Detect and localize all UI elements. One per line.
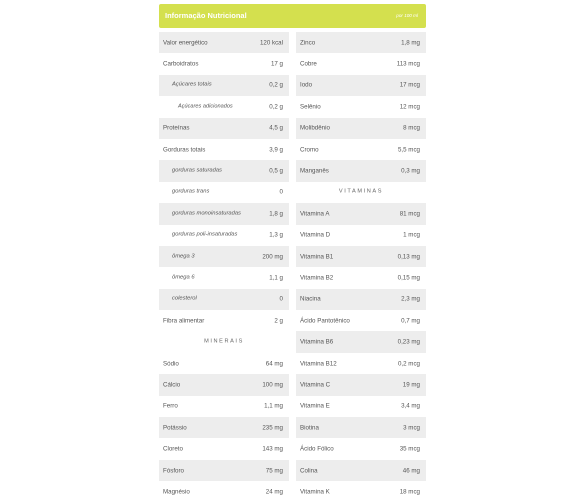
- nutrient-value: 2 g: [274, 317, 283, 325]
- nutrient-name: Cloreto: [163, 445, 183, 453]
- nutrition-title: Informação Nutricional: [165, 11, 247, 20]
- nutrition-header: [159, 4, 426, 28]
- nutrient-value: 0,5 g: [269, 167, 283, 175]
- nutrient-row: [296, 118, 426, 139]
- nutrient-name: Proteínas: [163, 124, 190, 132]
- nutrient-row: [159, 374, 289, 395]
- nutrient-name: Cromo: [300, 146, 319, 154]
- nutrient-row: [159, 203, 289, 224]
- nutrient-value: 143 mg: [262, 445, 283, 453]
- nutrient-row: [159, 32, 289, 53]
- nutrient-name: Selênio: [300, 103, 321, 111]
- nutrient-row: [159, 53, 289, 74]
- nutrient-value: 3 mcg: [403, 424, 420, 432]
- nutrient-row: [296, 331, 426, 352]
- nutrient-value: 0: [279, 188, 283, 196]
- nutrient-row: [159, 289, 289, 310]
- nutrient-value: 1 mcg: [403, 231, 420, 239]
- nutrient-value: 81 mcg: [399, 210, 420, 218]
- nutrient-name: Cálcio: [163, 381, 181, 389]
- nutrient-name: Fibra alimentar: [163, 317, 205, 325]
- nutrient-name: Ácido Pantotênico: [300, 317, 350, 325]
- nutrient-value: 1,8 mg: [401, 39, 420, 47]
- nutrient-row: [159, 246, 289, 267]
- nutrient-value: 120 kcal: [259, 39, 283, 47]
- nutrient-name: Ácido Fólico: [300, 445, 334, 453]
- nutrient-row: [296, 160, 426, 181]
- nutrient-row: [296, 310, 426, 331]
- serving-unit: por 100 ml: [396, 13, 418, 18]
- nutrient-name: Vitamina B12: [300, 360, 337, 368]
- nutrition-column-left: [159, 32, 289, 503]
- section-header: [296, 182, 426, 203]
- nutrient-name: Vitamina B6: [300, 338, 334, 346]
- nutrient-row: [296, 139, 426, 160]
- nutrient-row: [159, 481, 289, 502]
- nutrient-value: 64 mg: [265, 360, 283, 368]
- nutrient-value: 17 g: [270, 60, 283, 68]
- nutrient-name: Iodo: [300, 81, 313, 89]
- nutrient-row: [159, 96, 289, 117]
- nutrient-value: 12 mcg: [399, 103, 420, 111]
- nutrient-row: [296, 374, 426, 395]
- nutrient-value: 0,2 mcg: [397, 360, 420, 368]
- nutrient-name: Gorduras totais: [163, 146, 206, 154]
- nutrient-row: [296, 417, 426, 438]
- nutrient-row: [159, 417, 289, 438]
- nutrient-name: Vitamina A: [300, 210, 330, 218]
- nutrition-table: [159, 4, 426, 502]
- nutrient-name: Sódio: [163, 360, 179, 368]
- nutrient-value: 113 mcg: [396, 60, 420, 68]
- nutrient-value: 0,13 mg: [397, 253, 420, 261]
- nutrient-row: [296, 460, 426, 481]
- nutrient-name: Cobre: [300, 60, 317, 68]
- nutrient-value: 235 mg: [262, 424, 283, 432]
- nutrient-name: Fósforo: [163, 467, 184, 474]
- nutrient-name: Açúcares adicionados: [178, 103, 233, 110]
- nutrient-name: Carboidratos: [163, 60, 199, 68]
- nutrient-name: Valor energético: [163, 39, 208, 47]
- nutrient-value: 0,2 g: [269, 103, 283, 111]
- nutrition-column-right: [296, 32, 426, 503]
- nutrient-value: 35 mcg: [399, 445, 420, 453]
- nutrient-value: 24 mg: [265, 488, 283, 496]
- nutrient-row: [159, 75, 289, 96]
- nutrient-name: colesterol: [172, 295, 197, 302]
- nutrient-value: 75 mg: [265, 467, 283, 474]
- nutrient-value: 0,7 mg: [401, 317, 420, 325]
- nutrient-value: 17 mcg: [399, 81, 420, 89]
- nutrient-row: [296, 203, 426, 224]
- nutrient-row: [159, 267, 289, 288]
- nutrient-value: 4,5 g: [269, 124, 283, 132]
- nutrient-value: 0,2 g: [269, 81, 283, 89]
- nutrient-row: [296, 438, 426, 459]
- nutrient-value: 100 mg: [262, 381, 283, 389]
- nutrient-row: [296, 396, 426, 417]
- nutrient-name: Ferro: [163, 402, 178, 410]
- nutrient-name: Açúcares totais: [172, 81, 212, 88]
- nutrient-row: [296, 267, 426, 288]
- nutrient-row: [296, 32, 426, 53]
- nutrient-row: [159, 396, 289, 417]
- nutrient-name: Vitamina K: [300, 488, 330, 496]
- nutrient-name: Colina: [300, 467, 318, 474]
- nutrient-name: gorduras trans: [172, 188, 210, 195]
- section-title: MINERAIS: [204, 338, 244, 345]
- nutrient-name: Vitamina B2: [300, 274, 334, 282]
- nutrient-name: ômega 3: [172, 253, 195, 260]
- nutrient-name: ômega 6: [172, 274, 195, 281]
- nutrient-row: [296, 481, 426, 502]
- nutrient-row: [296, 246, 426, 267]
- section-header: [159, 331, 289, 352]
- nutrient-row: [159, 225, 289, 246]
- nutrient-row: [159, 118, 289, 139]
- nutrient-name: Vitamina E: [300, 402, 330, 410]
- nutrient-value: 3,4 mg: [401, 402, 420, 410]
- nutrient-name: Niacina: [300, 295, 321, 303]
- nutrient-name: Zinco: [300, 39, 316, 47]
- nutrient-name: Manganês: [300, 167, 329, 175]
- nutrient-name: Potássio: [163, 424, 187, 432]
- nutrient-value: 5,5 mcg: [397, 146, 420, 154]
- nutrient-row: [296, 225, 426, 246]
- nutrient-value: 0: [279, 295, 283, 303]
- nutrient-row: [159, 182, 289, 203]
- nutrient-row: [159, 310, 289, 331]
- nutrient-row: [296, 353, 426, 374]
- nutrient-row: [159, 353, 289, 374]
- nutrient-name: Vitamina D: [300, 231, 331, 239]
- nutrient-value: 0,23 mg: [397, 338, 420, 346]
- nutrient-value: 18 mcg: [399, 488, 420, 496]
- nutrient-row: [159, 139, 289, 160]
- nutrient-name: Molibdênio: [300, 124, 330, 132]
- nutrient-value: 19 mg: [402, 381, 420, 389]
- nutrient-value: 1,8 g: [269, 210, 283, 218]
- nutrient-value: 1,3 g: [269, 231, 283, 239]
- nutrient-row: [159, 160, 289, 181]
- nutrient-value: 2,3 mg: [401, 295, 420, 303]
- nutrient-value: 1,1 g: [269, 274, 283, 282]
- section-title: VITAMINAS: [338, 188, 384, 195]
- nutrient-row: [296, 75, 426, 96]
- nutrient-row: [296, 96, 426, 117]
- nutrient-value: 200 mg: [262, 253, 283, 261]
- nutrient-row: [296, 53, 426, 74]
- nutrient-value: 1,1 mg: [264, 402, 283, 410]
- nutrient-name: Vitamina C: [300, 381, 331, 389]
- nutrient-name: gorduras poli-insaturadas: [172, 231, 238, 238]
- nutrient-row: [159, 460, 289, 481]
- nutrient-value: 3,9 g: [269, 146, 283, 154]
- nutrient-name: Biotina: [300, 424, 319, 432]
- nutrient-value: 0,15 mg: [397, 274, 420, 282]
- nutrient-row: [159, 438, 289, 459]
- nutrient-name: Vitamina B1: [300, 253, 334, 261]
- nutrient-name: gorduras monoinsaturadas: [172, 210, 241, 217]
- nutrient-value: 46 mg: [402, 467, 420, 474]
- nutrient-value: 8 mcg: [403, 124, 420, 132]
- nutrient-name: Magnésio: [163, 488, 190, 496]
- nutrient-row: [296, 289, 426, 310]
- nutrient-name: gorduras saturadas: [172, 167, 222, 174]
- nutrient-value: 0,3 mg: [401, 167, 420, 175]
